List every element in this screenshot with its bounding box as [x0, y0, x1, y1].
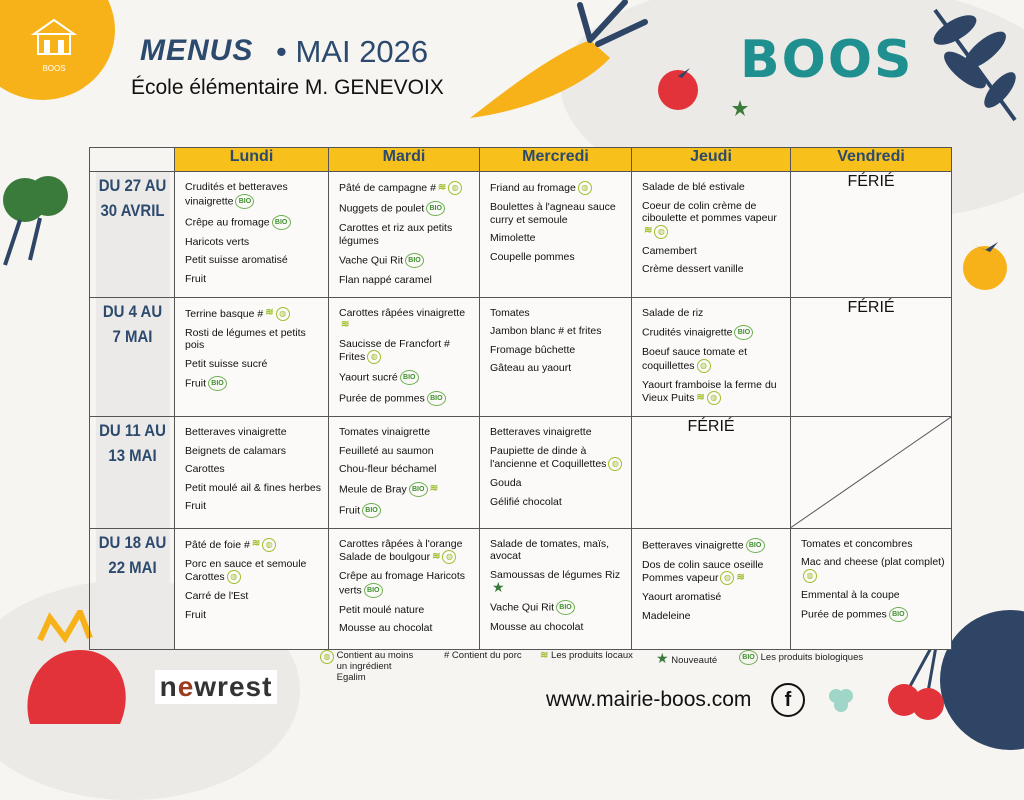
- menu-item-text: Purée de pommes: [801, 608, 887, 621]
- menu-item-text: Crème dessert vanille: [642, 263, 744, 275]
- leaf-branch-icon: [915, 0, 1024, 130]
- menu-item: [642, 263, 784, 276]
- day-header: Vendredi: [791, 148, 952, 172]
- menu-item: [339, 370, 473, 385]
- menu-item-text: Beignets de calamars: [185, 444, 286, 457]
- menu-item: [642, 200, 784, 239]
- week-row: [90, 417, 952, 529]
- menu-item-text: Fromage bûchette: [490, 343, 576, 356]
- menu-item-text: Boulettes à l'agneau sauce curry et semoule: [490, 201, 616, 226]
- menu-item: [490, 496, 625, 509]
- local-icon: ≋: [540, 650, 549, 661]
- egalim-icon: ◍: [803, 569, 817, 583]
- diagonal-line: [791, 417, 951, 528]
- menu-item-text: Petit moulé ail & fines herbes: [185, 481, 321, 494]
- bio-icon: BIO: [362, 503, 381, 518]
- menu-item: [490, 325, 625, 338]
- menu-item: [339, 503, 473, 518]
- menu-item: [185, 445, 322, 458]
- menu-item-text: Jambon blanc # et frites: [490, 325, 602, 337]
- menu-item-text: Gouda: [490, 477, 522, 490]
- menu-item-text: Crudités vinaigrette: [642, 326, 733, 339]
- egalim-icon: ◍: [367, 350, 381, 364]
- menu-item-text: Yaourt sucré: [339, 371, 398, 384]
- bio-icon: BIO: [208, 376, 227, 391]
- menu-item: [339, 274, 473, 287]
- menu-item: [490, 621, 625, 634]
- star-decoration-icon: [732, 100, 748, 116]
- menu-item: [185, 426, 322, 439]
- legend-nouveaute: [656, 650, 717, 667]
- header-corner: [90, 148, 175, 172]
- menu-item-text: Dos de colin sauce oseille Pommes vapeur: [642, 558, 764, 584]
- menu-table: [89, 147, 952, 650]
- bio-icon: BIO: [426, 201, 445, 216]
- crest-icon: [28, 16, 80, 62]
- legend-bio: [737, 650, 863, 665]
- menu-item: [801, 556, 945, 583]
- week-row: [90, 528, 952, 649]
- menu-item: [490, 181, 625, 195]
- bio-icon: BIO: [400, 370, 419, 385]
- bio-icon: BIO: [405, 253, 424, 268]
- menu-item-text: Coupelle pommes: [490, 250, 575, 263]
- egalim-icon: ◍: [608, 457, 622, 471]
- menu-cell: [175, 528, 329, 649]
- menu-item: [339, 181, 473, 195]
- menu-item-text: Pâté de campagne #: [339, 181, 436, 194]
- menu-item-text: Samoussas de légumes Riz: [490, 568, 621, 581]
- week-label-top: DU 18 AU: [98, 532, 166, 552]
- menu-cell: [632, 172, 791, 298]
- menu-item: [642, 591, 784, 604]
- egalim-icon: ◍: [262, 538, 276, 552]
- legend-egalim-label: Contient au moins un ingrédient Egalim: [336, 650, 414, 683]
- menu-cell: [329, 172, 480, 298]
- egalim-icon: ◍: [320, 650, 334, 664]
- menu-item-text: Betteraves vinaigrette: [185, 426, 287, 439]
- menu-item: [490, 600, 625, 615]
- menu-item-text: Emmental à la coupe: [801, 588, 900, 601]
- egalim-icon: ◍: [448, 181, 462, 195]
- menu-item-text: Feuilleté au saumon: [339, 444, 434, 457]
- bio-icon: BIO: [364, 583, 383, 598]
- week-label: [95, 172, 170, 298]
- menu-item: [490, 477, 625, 490]
- menu-item: [642, 559, 784, 586]
- egalim-icon: ◍: [227, 570, 241, 584]
- bio-icon: BIO: [272, 215, 291, 230]
- menu-item: [339, 604, 473, 617]
- local-icon: ≋: [644, 225, 653, 237]
- menu-item-text: Haricots verts: [185, 235, 250, 248]
- menu-item: [490, 344, 625, 357]
- menu-item: [339, 463, 473, 476]
- bio-icon: BIO: [734, 325, 753, 340]
- week-label-bottom: 30 AVRIL: [99, 201, 165, 220]
- facebook-icon[interactable]: f: [771, 683, 805, 717]
- week-row: [90, 172, 952, 298]
- menu-item: [642, 610, 784, 623]
- menu-cell: [480, 528, 632, 649]
- yellow-raspberry-icon: [960, 230, 1010, 298]
- local-icon: ≋: [251, 538, 261, 550]
- menu-item-text: Betteraves vinaigrette: [642, 538, 744, 551]
- menu-item: [490, 307, 625, 320]
- menu-item: [642, 181, 784, 194]
- school-name: École élémentaire M. GENEVOIX: [131, 76, 444, 99]
- menu-item-text: Vache Qui Rit: [490, 600, 554, 613]
- legend-nouveaute-label: Nouveauté: [671, 655, 718, 666]
- menu-item-text: Coeur de colin crème de ciboulette et pommes vapeur: [642, 199, 777, 224]
- menu-cell: [329, 528, 480, 649]
- bio-icon: BIO: [889, 607, 908, 622]
- menu-item-text: Fruit: [185, 608, 206, 621]
- egalim-icon: ◍: [276, 307, 290, 321]
- menu-cell: [175, 297, 329, 417]
- week-row: [90, 297, 952, 417]
- menu-item-text: Yaourt aromatisé: [642, 591, 722, 604]
- week-label-top: DU 11 AU: [98, 421, 166, 441]
- menu-cell: [632, 528, 791, 649]
- menu-cell: [329, 297, 480, 417]
- raspberry-icon: [652, 60, 704, 115]
- menu-item: [642, 538, 784, 553]
- menu-item: [339, 253, 473, 268]
- bio-icon: BIO: [746, 538, 765, 553]
- bio-icon: BIO: [739, 650, 758, 665]
- menu-item-text: Friand au fromage: [490, 181, 576, 194]
- menu-item-text: Fruit: [339, 503, 360, 516]
- day-header-row: [90, 148, 952, 172]
- menu-item: [490, 426, 625, 439]
- menu-item: [185, 358, 322, 371]
- menu-item: [339, 201, 473, 216]
- menu-item-text: Vache Qui Rit: [339, 254, 403, 267]
- local-icon: ≋: [265, 307, 274, 319]
- menu-item: [490, 251, 625, 264]
- day-header: Mercredi: [480, 148, 632, 172]
- boos-brand-logo: BOOS: [740, 30, 914, 90]
- menu-item-text: Saucisse de Francfort # Frites: [339, 337, 450, 363]
- menu-item-text: Tomates et concombres: [801, 537, 913, 550]
- menu-item: [185, 215, 322, 230]
- menu-item-text: Mimolette: [490, 232, 536, 244]
- menu-cell: [175, 417, 329, 529]
- menu-item-text: Crêpe au fromage Haricots verts: [339, 570, 466, 596]
- egalim-icon: ◍: [442, 550, 456, 564]
- menu-item: [642, 325, 784, 340]
- week-label: [95, 528, 170, 649]
- legend-local: [540, 650, 633, 661]
- empty-crossed-cell: [791, 417, 952, 529]
- holiday-cell: FÉRIÉ: [632, 417, 791, 529]
- menu-item: [490, 232, 625, 245]
- bio-icon: BIO: [427, 391, 446, 406]
- menu-cell: [791, 528, 952, 649]
- menu-item-text: Boeuf sauce tomate et coquillettes: [642, 346, 748, 372]
- month-title: • MAI 2026: [276, 34, 429, 69]
- menu-item: [642, 379, 784, 406]
- menu-item-text: Terrine basque #: [185, 307, 264, 320]
- menu-item: [642, 307, 784, 320]
- menu-item-text: Meule de Bray: [339, 482, 407, 495]
- menu-item: [185, 181, 322, 209]
- local-icon: ≋: [437, 181, 447, 193]
- egalim-icon: ◍: [707, 391, 721, 405]
- menu-item-text: Chou-fleur béchamel: [339, 463, 437, 476]
- menu-item: [490, 201, 625, 226]
- town-crest-logo: [28, 16, 80, 73]
- menu-item-text: Salade de riz: [642, 306, 704, 319]
- menu-item-text: Betteraves vinaigrette: [490, 426, 592, 439]
- menu-item-text: Petit suisse sucré: [185, 357, 268, 370]
- menu-item-text: Fruit: [185, 272, 206, 285]
- local-icon: ≋: [696, 391, 705, 403]
- menu-item-text: Carré de l'Est: [185, 590, 249, 603]
- legend-egalim: [318, 650, 419, 683]
- menu-item: [185, 500, 322, 513]
- menu-item: [185, 609, 322, 622]
- holiday-cell: FÉRIÉ: [791, 172, 952, 298]
- menu-item-text: Mousse au chocolat: [490, 620, 584, 633]
- menu-item: [339, 538, 473, 565]
- menu-item-text: Salade de blé estivale: [642, 181, 745, 193]
- crest-label: BOOS: [42, 64, 66, 73]
- carrot-icon: [460, 0, 650, 130]
- menu-item-text: Purée de pommes: [339, 392, 425, 405]
- legend-bio-label: Les produits biologiques: [760, 652, 864, 664]
- menu-item-text: Flan nappé caramel: [339, 274, 432, 286]
- menu-cell: [480, 417, 632, 529]
- week-label-bottom: 22 MAI: [107, 557, 157, 577]
- menu-item-text: Carottes râpées à l'orange Salade de boulgour: [339, 537, 463, 563]
- local-icon: ≋: [341, 319, 350, 330]
- menu-cell: [632, 297, 791, 417]
- menu-item-text: Petit suisse aromatisé: [185, 254, 288, 266]
- menu-item-text: Paupiette de dinde à l'ancienne et Coquillettes: [490, 444, 607, 470]
- bio-icon: BIO: [235, 194, 254, 209]
- menu-item-text: Rosti de légumes et petits pois: [185, 326, 306, 351]
- menu-item-text: Crêpe au fromage: [185, 215, 270, 228]
- menu-item-text: Carottes et riz aux petits légumes: [339, 222, 453, 247]
- star-icon: ★: [492, 579, 505, 596]
- menu-item: [185, 482, 322, 495]
- menu-cell: [329, 417, 480, 529]
- menus-title: MENUS: [140, 34, 254, 67]
- menu-item-text: Nuggets de poulet: [339, 202, 425, 215]
- menu-item: [185, 254, 322, 267]
- menu-item-text: Crudités et betteraves vinaigrette: [185, 181, 288, 207]
- week-label-top: DU 27 AU: [98, 176, 166, 195]
- menu-item: [490, 445, 625, 472]
- menu-item: [185, 307, 322, 321]
- navy-blob-decoration: [940, 610, 1024, 750]
- menu-item: [490, 362, 625, 375]
- menu-item-text: Mousse au chocolat: [339, 622, 433, 635]
- legend-porc-label: # Contient du porc: [444, 650, 522, 661]
- menu-item: [339, 482, 473, 497]
- menu-item: [801, 538, 945, 551]
- menu-item: [490, 569, 625, 594]
- menu-item-text: Fruit: [185, 500, 206, 513]
- egalim-icon: ◍: [697, 359, 711, 373]
- menu-item-text: Yaourt framboise la ferme du Vieux Puits: [642, 378, 777, 404]
- menu-item: [339, 307, 473, 332]
- menu-item: [339, 338, 473, 365]
- week-label: [95, 297, 170, 417]
- menu-item: [490, 538, 625, 563]
- egalim-icon: ◍: [720, 571, 734, 585]
- menu-item: [642, 346, 784, 373]
- menu-item: [801, 589, 945, 602]
- bio-icon: BIO: [409, 482, 428, 497]
- week-label: [95, 417, 170, 529]
- menu-item: [339, 445, 473, 458]
- menu-item-text: Salade de tomates, maïs, avocat: [490, 537, 610, 563]
- newrest-logo: newrest: [155, 670, 277, 704]
- menu-item: [339, 570, 473, 598]
- menu-item: [339, 222, 473, 247]
- menu-item-text: Gélifié chocolat: [490, 495, 562, 508]
- website-link[interactable]: www.mairie-boos.com: [546, 688, 752, 711]
- broccoli-icon: [0, 170, 80, 275]
- menu-item: [185, 376, 322, 391]
- clover-decoration-icon: [826, 686, 856, 716]
- menu-item: [339, 391, 473, 406]
- menu-item-text: Pâté de foie #: [185, 538, 250, 551]
- local-icon: ≋: [736, 571, 745, 583]
- menu-item: [185, 463, 322, 476]
- menu-item-text: Petit moulé nature: [339, 603, 425, 616]
- menu-item-text: Tomates vinaigrette: [339, 426, 431, 439]
- bio-icon: BIO: [556, 600, 575, 615]
- week-label-bottom: 7 MAI: [112, 326, 152, 346]
- day-header: Jeudi: [632, 148, 791, 172]
- menu-cell: [175, 172, 329, 298]
- menu-item-text: Carottes râpées vinaigrette: [339, 306, 466, 319]
- menu-item-text: Mac and cheese (plat complet): [801, 556, 945, 569]
- menu-item: [339, 622, 473, 635]
- menu-item: [185, 327, 322, 352]
- legend-local-label: Les produits locaux: [551, 650, 633, 661]
- menu-item: [339, 426, 473, 439]
- menu-item-text: Carottes: [185, 463, 225, 476]
- menu-item: [801, 607, 945, 622]
- menu-item-text: Madeleine: [642, 609, 691, 622]
- menu-cell: [480, 172, 632, 298]
- day-header: Mardi: [329, 148, 480, 172]
- holiday-cell: FÉRIÉ: [791, 297, 952, 417]
- star-icon: ★: [656, 650, 669, 666]
- menu-item: [185, 558, 322, 585]
- egalim-icon: ◍: [578, 181, 592, 195]
- menu-item-text: Fruit: [185, 377, 206, 390]
- week-label-top: DU 4 AU: [102, 301, 162, 321]
- menu-item: [185, 590, 322, 603]
- local-icon: ≋: [429, 482, 439, 494]
- local-icon: ≋: [432, 550, 441, 562]
- menu-item: [642, 245, 784, 258]
- menu-item-text: Camembert: [642, 244, 697, 257]
- menu-item-text: Porc en sauce et semoule Carottes: [185, 557, 307, 583]
- egalim-icon: ◍: [654, 225, 668, 239]
- menu-item-text: Gâteau au yaourt: [490, 362, 572, 374]
- menu-cell: [480, 297, 632, 417]
- menu-item: [185, 538, 322, 552]
- menu-item: [185, 273, 322, 286]
- day-header: Lundi: [175, 148, 329, 172]
- menu-item: [185, 236, 322, 249]
- week-label-bottom: 13 MAI: [107, 446, 157, 466]
- menu-item-text: Tomates: [490, 306, 530, 319]
